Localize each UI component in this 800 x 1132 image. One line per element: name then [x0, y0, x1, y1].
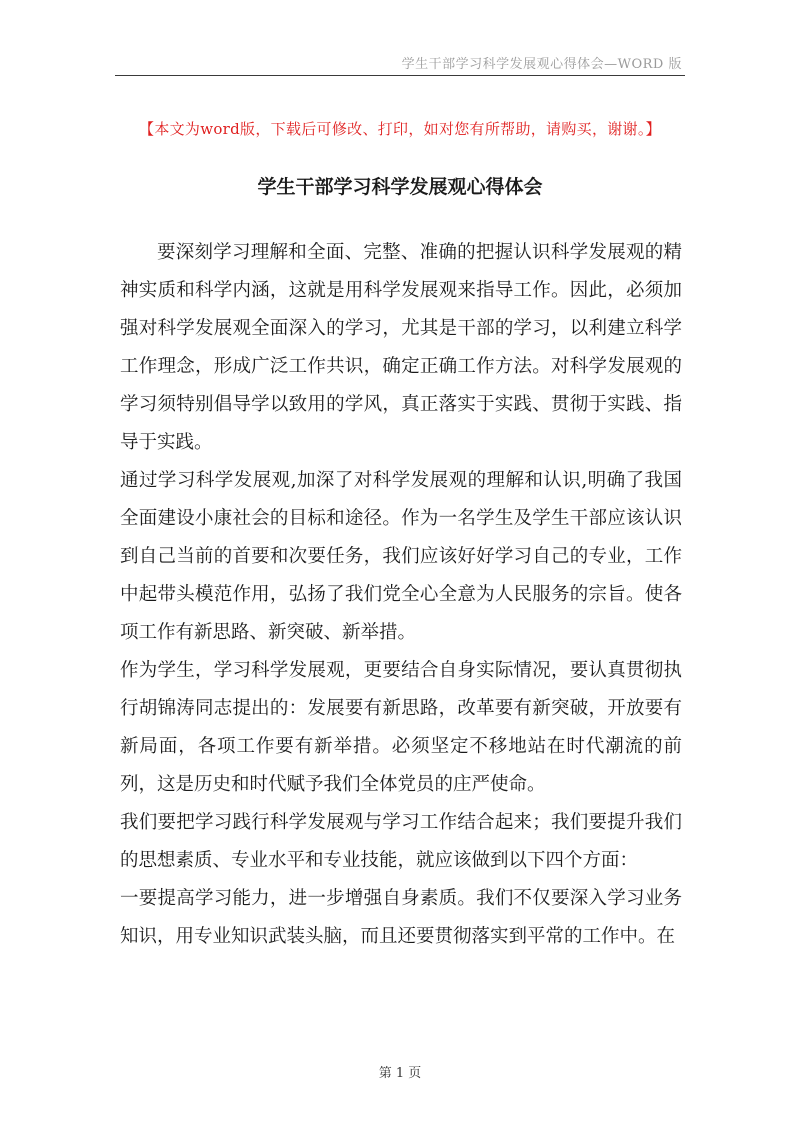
- page-number: 第 1 页: [378, 1066, 422, 1081]
- paragraph: 通过学习科学发展观,加深了对科学发展观的理解和认识,明确了我国全面建设小康社会的目标和途径。作为一名学生及学生干部应该认识到自己当前的首要和次要任务，我们应该好好学习自己的专业，工作中起带头模范作用，弘扬了我们党全心全意为人民服务的宗旨。使各项工作有新思路、新突破、新举措。: [120, 470, 682, 643]
- document-body: [120, 234, 682, 956]
- purchase-notice: 【本文为word版，下载后可修改、打印，如对您有所帮助，请购买，谢谢。】: [139, 120, 661, 138]
- header-divider: [115, 75, 685, 76]
- paragraph: 我们要把学习践行科学发展观与学习工作结合起来；我们要提升我们的思想素质、专业水平和专业技能，就应该做到以下四个方面：: [120, 812, 682, 871]
- document-title: 学生干部学习科学发展观心得体会: [257, 176, 543, 198]
- paragraph: 作为学生，学习科学发展观，更要结合自身实际情况，要认真贯彻执行胡锦涛同志提出的：发展要有新思路，改革要有新突破，开放要有新局面，各项工作要有新举措。必须坚定不移地站在时代潮流的前列，这是历史和时代赋予我们全体党员的庄严使命。: [120, 660, 682, 795]
- paragraph: 要深刻学习理解和全面、完整、准确的把握认识科学发展观的精神实质和科学内涵，这就是用科学发展观来指导工作。因此，必须加强对科学发展观全面深入的学习，尤其是干部的学习，以利建立科学工作理念，形成广泛工作共识，确定正确工作方法。对科学发展观的学习须特别倡导学以致用的学风，真正落实于实践、贯彻于实践、指导于实践。: [120, 242, 682, 453]
- running-header: 学生干部学习科学发展观心得体会—WORD 版: [401, 57, 682, 72]
- paragraph: 一要提高学习能力，进一步增强自身素质。我们不仅要深入学习业务知识，用专业知识武装头脑，而且还要贯彻落实到平常的工作中。在: [120, 888, 682, 947]
